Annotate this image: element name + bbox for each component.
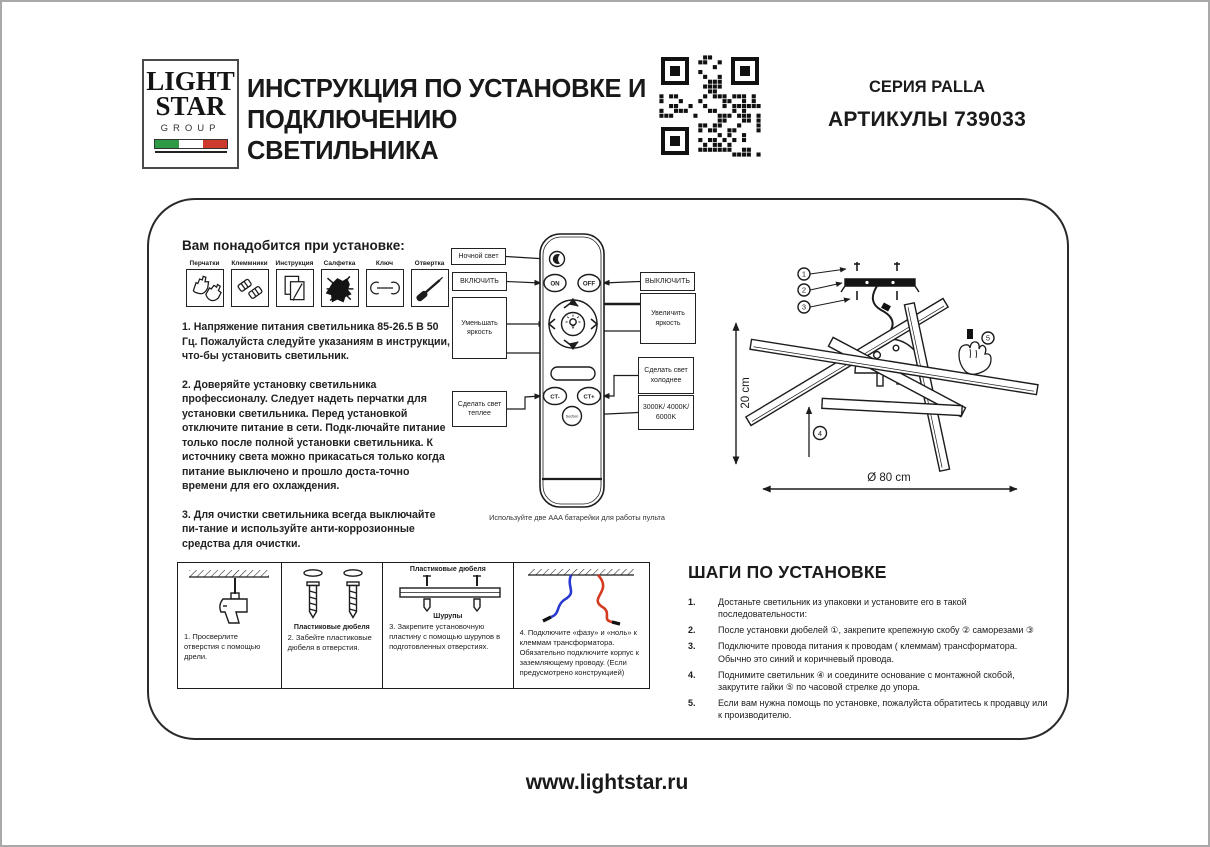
panel-label-bottom: Шурупы (433, 613, 463, 620)
panel-label: Пластиковые дюбеля (293, 624, 370, 631)
gloves-icon (188, 271, 222, 305)
callout-1: 1 (801, 269, 807, 279)
note-3: 3. Для очистки светильника всегда выключайте пи-тание и используйте анти-коррозионные средства для очистки. (182, 508, 436, 550)
article-number: АРТИКУЛЫ 739033 (827, 108, 1027, 131)
callout-warm-light: Сделать свет теплее (452, 391, 507, 427)
ct-plus-label: CT+ (583, 394, 595, 401)
panel-caption: 4. Подключите «фазу» и «ноль» к клеммам трансформатора. Обязательно подключите корпус к заземляющему проводу. (Если предусмотрено конструкцией) (519, 628, 639, 677)
callout-decrease-brightness: Уменьшать яркость (452, 297, 507, 359)
install-step: 4. Поднимите светильник ④ и соедините основание с монтажной скобой, закрутите гайки ⑤ по часовой стрелке до упора. (688, 669, 1015, 692)
callout-turn-on: ВКЛЮЧИТЬ (452, 272, 507, 291)
neutral-wire (551, 575, 571, 617)
diameter-dimension-label: Ø 80 cm (867, 472, 911, 484)
panel-plate (383, 563, 513, 688)
tool-wrench (362, 260, 407, 307)
safety-notes (182, 320, 452, 565)
on-button-label: ON (550, 280, 560, 288)
fixture-diagram (727, 235, 1062, 515)
tools-row (182, 260, 454, 307)
callout-night-light: Ночной свет (451, 248, 506, 265)
callout-turn-off: ВЫКЛЮЧИТЬ (640, 272, 695, 291)
tool-label: Ключ (375, 260, 394, 267)
tool-gloves (182, 260, 227, 307)
dowels-icon (283, 566, 381, 624)
italian-flag (154, 139, 228, 149)
screwdriver-icon (413, 271, 447, 305)
install-steps-list (688, 596, 1050, 721)
page-title-line1: ИНСТРУКЦИЯ ПО УСТАНОВКЕ И (247, 75, 646, 103)
page-title (247, 74, 647, 167)
needs-heading: Вам понадобится при установке: (182, 238, 405, 253)
panel-wiring (514, 563, 649, 688)
install-step: 5. Если вам нужна помощь по установке, пожалуйста обратитесь к продавцу или к производителю. (688, 697, 1048, 721)
battery-note: Используйте две AAA батарейки для работы пульта (489, 513, 665, 522)
logo-star: STAR (155, 91, 226, 122)
install-step: 2. После установки дюбелей ①, закрепите крепежную скобу ② саморезами ③ (688, 625, 1034, 636)
callout-increase-brightness: Увеличить яркость (640, 293, 696, 344)
logo-group: GROUP (160, 123, 221, 135)
mounting-plate-icon (384, 573, 511, 613)
panel-dowels (282, 563, 384, 688)
panel-drill (178, 563, 282, 688)
terminals-icon (233, 271, 267, 305)
install-step: 1. Достаньте светильник из упаковки и установите его в такой последовательности: (688, 597, 967, 620)
tool-label: Отвертка (414, 260, 445, 267)
panel-caption: 2. Забейте пластиковые дюбеля в отверстия. (287, 633, 372, 652)
callout-2: 2 (801, 285, 807, 295)
phase-wire (598, 575, 612, 622)
instruction-icon (278, 271, 312, 305)
tool-terminals (227, 260, 272, 307)
note-2: 2. Доверяйте установку светильника профессионалу. Следует надеть перчатки для установки светильника. Перед установкой отключите питание в сети. Подк-лючайте питание только после полной установки светильника. К источнику света можно прикасаться только когда питание выключено и прошло доста-точно времени для его охлаждения. (182, 378, 446, 492)
callout-3: 3 (801, 302, 807, 312)
callout-5: 5 (985, 333, 991, 343)
mounting-steps-panels (177, 562, 650, 689)
tool-instruction (272, 260, 317, 307)
tool-label: Перчатки (189, 260, 220, 267)
page-title-line2: ПОДКЛЮЧЕНИЮ СВЕТИЛЬНИКА (247, 106, 458, 166)
note-1: 1. Напряжение питания светильника 85-26.5 В 50 Гц. Пожалуйста следуйте указаниям в инструкции, что-бы установить светильник. (182, 321, 451, 362)
height-dimension-label: 20 cm (740, 377, 752, 409)
drill-icon (179, 566, 279, 630)
tool-label: Инструкция (275, 260, 314, 267)
wiring-icon (516, 566, 646, 626)
install-steps-heading: ШАГИ ПО УСТАНОВКЕ (688, 562, 887, 582)
logo-light: LIGHT (146, 66, 235, 96)
panel-caption: 3. Закрепите установочную пластину с помощью шурупов в подготовленных отверстиях. (389, 622, 501, 651)
tool-screwdriver (407, 260, 452, 307)
flag-underline (155, 151, 227, 153)
panel-caption: 1. Просверлите отверстия с помощью дрели. (184, 632, 261, 661)
callout-4: 4 (817, 428, 823, 438)
napkin-icon (323, 271, 357, 305)
tool-napkin (317, 260, 362, 307)
off-button-label: OFF (582, 280, 596, 288)
series-name: СЕРИЯ PALLA (869, 78, 985, 96)
callout-cold-light: Сделать свет холоднее (638, 357, 694, 394)
website-url: www.lightstar.ru (525, 771, 689, 794)
series-info (802, 78, 1052, 132)
install-steps (688, 562, 1050, 725)
ct-minus-label: CT- (550, 394, 560, 401)
wrench-icon (368, 271, 402, 305)
lightstar-logo (142, 59, 239, 169)
tool-label: Салфетка (323, 260, 356, 267)
panel-label-top: Пластиковые дюбеля (409, 566, 486, 573)
section-button-label: Section (565, 414, 579, 419)
tool-label: Клеммники (231, 260, 268, 267)
install-step: 3. Подключите провода питания к проводам ( клеммам) трансформатора. Обычно это синий и коричневый провода. (688, 641, 1018, 664)
callout-color-temperatures: 3000K/ 4000K/ 6000K (638, 395, 694, 430)
qr-code (659, 55, 761, 157)
